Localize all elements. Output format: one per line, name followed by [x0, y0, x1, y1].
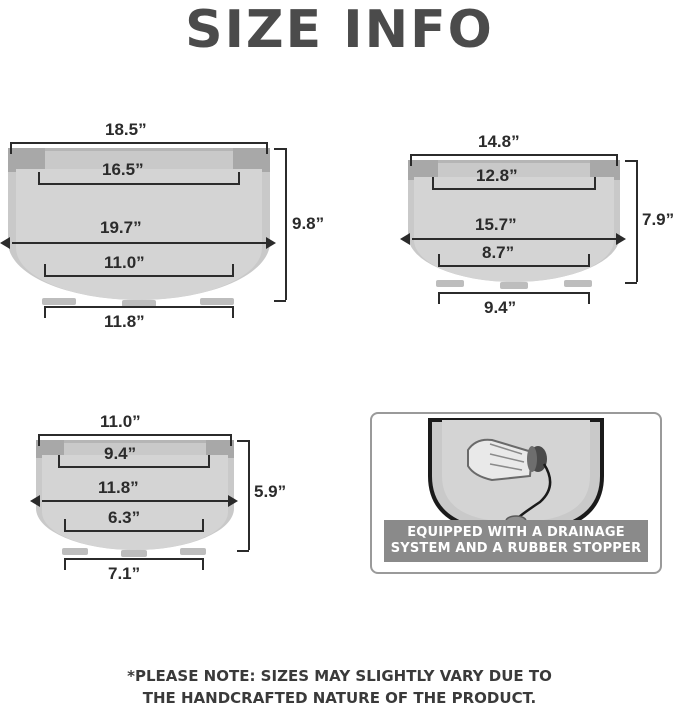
dim-line-base: [44, 306, 234, 308]
page-title: SIZE INFO: [185, 0, 494, 60]
dim-tick: [438, 292, 440, 304]
dim-tick: [238, 172, 240, 184]
dim-line-top-inner: [58, 466, 210, 468]
panel-large-planter: [0, 110, 325, 340]
dim-arrow-left: [400, 233, 410, 245]
dim-line-top-outer: [410, 154, 618, 156]
pot-foot: [200, 298, 234, 305]
dim-arrow-left: [0, 237, 10, 249]
dim-tick: [588, 254, 590, 266]
dim-tick: [232, 264, 234, 276]
dim-tick: [266, 142, 268, 154]
dim-label-top-inner: 12.8”: [476, 166, 518, 185]
panel-small-planter: [20, 400, 290, 600]
dim-tick: [237, 550, 249, 552]
dim-line-inner-lower: [64, 530, 204, 532]
dim-tick: [64, 558, 66, 570]
pot-foot: [62, 548, 88, 555]
dim-label-base: 7.1”: [108, 564, 141, 583]
dim-tick: [438, 254, 440, 266]
pot-top-edge: [408, 160, 620, 163]
dim-label-height: 7.9”: [642, 210, 675, 229]
pot-top-edge: [8, 148, 270, 151]
dim-tick: [232, 306, 234, 318]
dim-label-top-inner: 16.5”: [102, 160, 144, 179]
dim-tick: [44, 306, 46, 318]
dim-line-height: [248, 440, 250, 550]
dim-tick: [588, 292, 590, 304]
dim-label-width: 19.7”: [100, 218, 142, 237]
dim-tick: [432, 177, 434, 189]
footnote-line-1: *PLEASE NOTE: SIZES MAY SLIGHTLY VARY DUE TO: [127, 667, 552, 685]
dim-tick: [64, 519, 66, 531]
pot-foot: [42, 298, 76, 305]
dim-label-inner-lower: 11.0”: [104, 253, 145, 272]
dim-label-top-outer: 11.0”: [100, 412, 141, 431]
pot-foot: [436, 280, 464, 287]
dim-line-height: [636, 160, 638, 282]
dim-line-base: [438, 292, 590, 294]
dim-tick: [237, 440, 249, 442]
rubber-stopper-icon: [527, 446, 547, 472]
dim-label-inner-lower: 6.3”: [108, 508, 141, 527]
dim-tick: [202, 519, 204, 531]
dim-tick: [274, 148, 286, 150]
drainage-caption-line1: EQUIPPED WITH A DRAINAGE: [407, 525, 625, 540]
dim-label-inner-lower: 8.7”: [482, 243, 515, 262]
pot-foot: [500, 282, 528, 289]
pot-foot: [180, 548, 206, 555]
dim-label-top-outer: 18.5”: [105, 120, 147, 139]
dim-line-top-outer: [10, 142, 268, 144]
dim-tick: [58, 455, 60, 467]
footnote-line-2: THE HANDCRAFTED NATURE OF THE PRODUCT.: [142, 689, 537, 707]
dim-tick: [38, 172, 40, 184]
dim-tick: [594, 177, 596, 189]
dim-tick: [44, 264, 46, 276]
dim-line-width: [412, 238, 616, 240]
dim-tick: [38, 434, 40, 446]
dim-label-height: 5.9”: [254, 482, 287, 501]
dim-line-width: [42, 500, 228, 502]
dim-arrow-right: [616, 233, 626, 245]
dim-line-inner-lower: [44, 275, 234, 277]
dim-arrow-right: [266, 237, 276, 249]
dim-line-height: [285, 148, 287, 300]
dim-line-base: [64, 558, 204, 560]
dim-tick: [10, 142, 12, 154]
drainage-caption: [384, 520, 648, 562]
drainage-illustration-box: [370, 412, 662, 574]
dim-tick: [230, 434, 232, 446]
dim-tick: [410, 154, 412, 166]
dim-tick: [274, 300, 286, 302]
drainage-caption-line2: SYSTEM AND A RUBBER STOPPER: [390, 541, 642, 556]
dim-arrow-left: [30, 495, 40, 507]
footnote: [0, 665, 679, 709]
dim-label-top-outer: 14.8”: [478, 132, 520, 151]
dim-line-width: [12, 242, 266, 244]
dim-label-width: 15.7”: [475, 215, 517, 234]
dim-tick: [616, 154, 618, 166]
dim-tick: [202, 558, 204, 570]
dim-label-base: 9.4”: [484, 298, 517, 317]
dim-arrow-right: [228, 495, 238, 507]
panel-medium-planter: [380, 120, 675, 335]
dim-line-top-outer: [38, 434, 232, 436]
dim-line-top-inner: [432, 188, 596, 190]
pot-inner-wall: [42, 455, 228, 550]
panel-drainage: [370, 412, 660, 592]
dim-tick: [208, 455, 210, 467]
dim-tick: [625, 282, 637, 284]
dim-tick: [625, 160, 637, 162]
dim-label-top-inner: 9.4”: [104, 444, 137, 463]
dim-label-width: 11.8”: [98, 478, 139, 497]
pot-foot: [564, 280, 592, 287]
dim-line-inner-lower: [438, 265, 590, 267]
dim-label-base: 11.8”: [104, 312, 145, 331]
dim-line-top-inner: [38, 183, 240, 185]
dim-label-height: 9.8”: [292, 214, 325, 233]
pot-top-edge: [36, 440, 234, 443]
pot-foot: [121, 550, 147, 557]
